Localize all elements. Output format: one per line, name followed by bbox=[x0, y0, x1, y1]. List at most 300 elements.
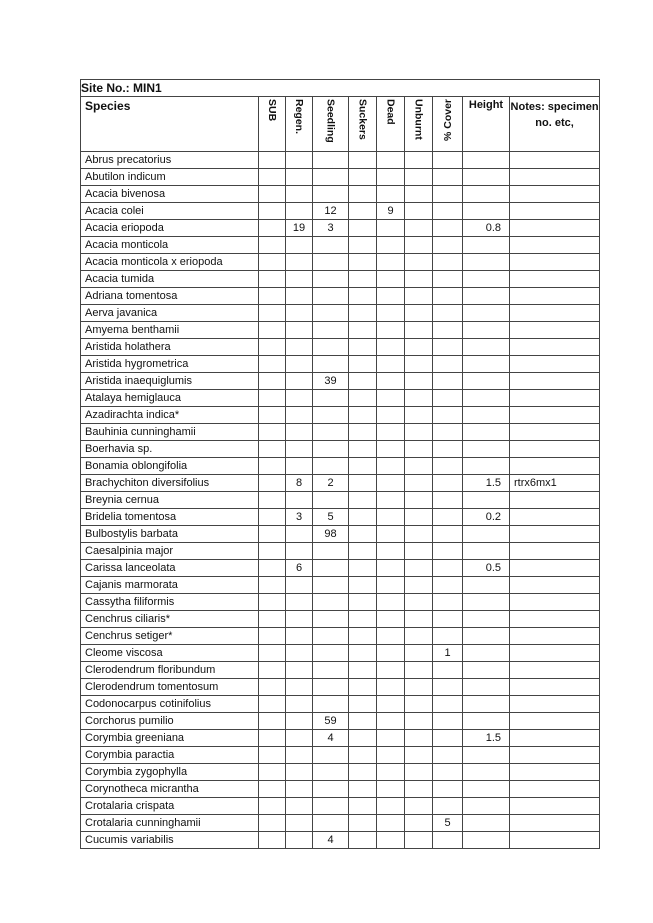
suckers-cell bbox=[349, 560, 377, 577]
height-cell bbox=[463, 237, 510, 254]
notes-cell bbox=[510, 305, 600, 322]
table-row bbox=[81, 611, 600, 628]
unburnt-cell bbox=[405, 254, 433, 271]
notes-cell bbox=[510, 288, 600, 305]
header-suckers-label: Suckers bbox=[356, 99, 369, 140]
sub-cell bbox=[259, 594, 286, 611]
dead-cell bbox=[377, 645, 405, 662]
regen-cell bbox=[286, 764, 313, 781]
dead-cell bbox=[377, 798, 405, 815]
notes-cell bbox=[510, 186, 600, 203]
species-name-cell: Bulbostylis barbata bbox=[81, 526, 259, 543]
cover-cell bbox=[433, 560, 463, 577]
header-cover-label: % Cover bbox=[441, 99, 454, 142]
height-cell bbox=[463, 526, 510, 543]
height-cell bbox=[463, 322, 510, 339]
height-cell: 0.8 bbox=[463, 220, 510, 237]
seedling-cell bbox=[313, 645, 349, 662]
regen-cell bbox=[286, 305, 313, 322]
seedling-cell bbox=[313, 390, 349, 407]
seedling-cell bbox=[313, 577, 349, 594]
dead-cell bbox=[377, 713, 405, 730]
regen-cell bbox=[286, 458, 313, 475]
height-cell bbox=[463, 356, 510, 373]
height-cell bbox=[463, 696, 510, 713]
table-row bbox=[81, 560, 600, 577]
unburnt-cell bbox=[405, 781, 433, 798]
dead-cell bbox=[377, 679, 405, 696]
cover-cell bbox=[433, 543, 463, 560]
cover-cell bbox=[433, 254, 463, 271]
suckers-cell bbox=[349, 237, 377, 254]
suckers-cell bbox=[349, 747, 377, 764]
cover-cell bbox=[433, 747, 463, 764]
regen-cell bbox=[286, 254, 313, 271]
suckers-cell bbox=[349, 458, 377, 475]
regen-cell bbox=[286, 407, 313, 424]
sub-cell bbox=[259, 356, 286, 373]
header-regen-label: Regen. bbox=[293, 99, 305, 135]
suckers-cell bbox=[349, 594, 377, 611]
height-cell: 0.2 bbox=[463, 509, 510, 526]
table-row bbox=[81, 254, 600, 271]
cover-cell bbox=[433, 594, 463, 611]
unburnt-cell bbox=[405, 526, 433, 543]
unburnt-cell bbox=[405, 611, 433, 628]
notes-cell bbox=[510, 543, 600, 560]
sub-cell bbox=[259, 764, 286, 781]
regen-cell bbox=[286, 594, 313, 611]
regen-cell bbox=[286, 645, 313, 662]
suckers-cell bbox=[349, 441, 377, 458]
seedling-cell bbox=[313, 679, 349, 696]
seedling-cell bbox=[313, 747, 349, 764]
unburnt-cell bbox=[405, 730, 433, 747]
notes-cell bbox=[510, 322, 600, 339]
notes-cell bbox=[510, 441, 600, 458]
cover-cell bbox=[433, 169, 463, 186]
suckers-cell bbox=[349, 186, 377, 203]
regen-cell: 3 bbox=[286, 509, 313, 526]
regen-cell bbox=[286, 679, 313, 696]
unburnt-cell bbox=[405, 390, 433, 407]
unburnt-cell bbox=[405, 645, 433, 662]
notes-cell bbox=[510, 407, 600, 424]
table-row bbox=[81, 475, 600, 492]
header-seedling-label: Seedling bbox=[324, 99, 337, 143]
species-name-cell: Cucumis variabilis bbox=[81, 832, 259, 849]
regen-cell bbox=[286, 203, 313, 220]
cover-cell bbox=[433, 781, 463, 798]
seedling-cell bbox=[313, 305, 349, 322]
species-name-cell: Carissa lanceolata bbox=[81, 560, 259, 577]
table-row bbox=[81, 356, 600, 373]
dead-cell bbox=[377, 730, 405, 747]
header-regen bbox=[286, 97, 313, 152]
regen-cell bbox=[286, 832, 313, 849]
height-cell bbox=[463, 152, 510, 169]
regen-cell bbox=[286, 798, 313, 815]
dead-cell bbox=[377, 186, 405, 203]
notes-cell bbox=[510, 424, 600, 441]
table-row bbox=[81, 186, 600, 203]
suckers-cell bbox=[349, 628, 377, 645]
suckers-cell bbox=[349, 407, 377, 424]
species-name-cell: Cenchrus setiger* bbox=[81, 628, 259, 645]
sub-cell bbox=[259, 373, 286, 390]
height-cell bbox=[463, 339, 510, 356]
suckers-cell bbox=[349, 713, 377, 730]
species-name-cell: Abrus precatorius bbox=[81, 152, 259, 169]
species-name-cell: Crotalaria cunninghamii bbox=[81, 815, 259, 832]
table-row bbox=[81, 815, 600, 832]
unburnt-cell bbox=[405, 492, 433, 509]
species-name-cell: Acacia monticola x eriopoda bbox=[81, 254, 259, 271]
suckers-cell bbox=[349, 356, 377, 373]
table-row bbox=[81, 458, 600, 475]
dead-cell bbox=[377, 424, 405, 441]
species-name-cell: Amyema benthamii bbox=[81, 322, 259, 339]
suckers-cell bbox=[349, 696, 377, 713]
height-cell bbox=[463, 679, 510, 696]
cover-cell: 1 bbox=[433, 645, 463, 662]
cover-cell bbox=[433, 798, 463, 815]
suckers-cell bbox=[349, 662, 377, 679]
cover-cell bbox=[433, 322, 463, 339]
species-name-cell: Cassytha filiformis bbox=[81, 594, 259, 611]
dead-cell bbox=[377, 475, 405, 492]
unburnt-cell bbox=[405, 288, 433, 305]
height-cell: 1.5 bbox=[463, 730, 510, 747]
height-cell bbox=[463, 713, 510, 730]
seedling-cell bbox=[313, 458, 349, 475]
table-row bbox=[81, 220, 600, 237]
notes-cell bbox=[510, 509, 600, 526]
seedling-cell bbox=[313, 186, 349, 203]
header-unburnt-label: Unburnt bbox=[412, 99, 425, 140]
seedling-cell bbox=[313, 798, 349, 815]
dead-cell bbox=[377, 509, 405, 526]
height-cell bbox=[463, 815, 510, 832]
unburnt-cell bbox=[405, 679, 433, 696]
dead-cell bbox=[377, 169, 405, 186]
dead-cell bbox=[377, 152, 405, 169]
notes-cell bbox=[510, 356, 600, 373]
species-name-cell: Cleome viscosa bbox=[81, 645, 259, 662]
seedling-cell bbox=[313, 254, 349, 271]
seedling-cell bbox=[313, 322, 349, 339]
dead-cell bbox=[377, 662, 405, 679]
species-name-cell: Corymbia greeniana bbox=[81, 730, 259, 747]
cover-cell bbox=[433, 237, 463, 254]
cover-cell bbox=[433, 356, 463, 373]
sub-cell bbox=[259, 424, 286, 441]
height-cell bbox=[463, 271, 510, 288]
regen-cell bbox=[286, 339, 313, 356]
height-cell bbox=[463, 798, 510, 815]
regen-cell bbox=[286, 271, 313, 288]
species-name-cell: Clerodendrum tomentosum bbox=[81, 679, 259, 696]
sub-cell bbox=[259, 390, 286, 407]
notes-cell bbox=[510, 492, 600, 509]
sub-cell bbox=[259, 271, 286, 288]
seedling-cell bbox=[313, 543, 349, 560]
species-name-cell: Acacia bivenosa bbox=[81, 186, 259, 203]
regen-cell: 8 bbox=[286, 475, 313, 492]
species-name-cell: Cajanis marmorata bbox=[81, 577, 259, 594]
species-name-cell: Breynia cernua bbox=[81, 492, 259, 509]
sub-cell bbox=[259, 645, 286, 662]
unburnt-cell bbox=[405, 509, 433, 526]
regen-cell bbox=[286, 322, 313, 339]
cover-cell bbox=[433, 713, 463, 730]
regen-cell bbox=[286, 390, 313, 407]
suckers-cell bbox=[349, 611, 377, 628]
height-cell bbox=[463, 288, 510, 305]
header-sub-label: SUB bbox=[266, 99, 278, 122]
notes-cell bbox=[510, 662, 600, 679]
notes-cell bbox=[510, 220, 600, 237]
regen-cell: 6 bbox=[286, 560, 313, 577]
species-name-cell: Corymbia paractia bbox=[81, 747, 259, 764]
unburnt-cell bbox=[405, 373, 433, 390]
height-cell bbox=[463, 424, 510, 441]
suckers-cell bbox=[349, 203, 377, 220]
notes-cell bbox=[510, 781, 600, 798]
height-cell bbox=[463, 169, 510, 186]
table-row bbox=[81, 747, 600, 764]
sub-cell bbox=[259, 509, 286, 526]
seedling-cell bbox=[313, 628, 349, 645]
dead-cell bbox=[377, 305, 405, 322]
suckers-cell bbox=[349, 832, 377, 849]
cover-cell bbox=[433, 441, 463, 458]
sub-cell bbox=[259, 322, 286, 339]
table-row bbox=[81, 509, 600, 526]
unburnt-cell bbox=[405, 696, 433, 713]
sub-cell bbox=[259, 475, 286, 492]
unburnt-cell bbox=[405, 237, 433, 254]
regen-cell bbox=[286, 747, 313, 764]
dead-cell bbox=[377, 594, 405, 611]
notes-cell bbox=[510, 152, 600, 169]
suckers-cell bbox=[349, 220, 377, 237]
height-cell bbox=[463, 577, 510, 594]
dead-cell bbox=[377, 543, 405, 560]
regen-cell bbox=[286, 288, 313, 305]
suckers-cell bbox=[349, 577, 377, 594]
sub-cell bbox=[259, 152, 286, 169]
sub-cell bbox=[259, 611, 286, 628]
table-row bbox=[81, 492, 600, 509]
suckers-cell bbox=[349, 390, 377, 407]
dead-cell bbox=[377, 237, 405, 254]
sub-cell bbox=[259, 662, 286, 679]
seedling-cell bbox=[313, 339, 349, 356]
notes-cell bbox=[510, 611, 600, 628]
header-unburnt bbox=[405, 97, 433, 152]
suckers-cell bbox=[349, 288, 377, 305]
seedling-cell: 4 bbox=[313, 730, 349, 747]
sub-cell bbox=[259, 169, 286, 186]
height-cell bbox=[463, 254, 510, 271]
sub-cell bbox=[259, 339, 286, 356]
dead-cell bbox=[377, 339, 405, 356]
suckers-cell bbox=[349, 645, 377, 662]
height-cell: 1.5 bbox=[463, 475, 510, 492]
dead-cell bbox=[377, 288, 405, 305]
table-row bbox=[81, 288, 600, 305]
sub-cell bbox=[259, 543, 286, 560]
table-row bbox=[81, 305, 600, 322]
species-name-cell: Acacia monticola bbox=[81, 237, 259, 254]
height-cell bbox=[463, 645, 510, 662]
sub-cell bbox=[259, 798, 286, 815]
regen-cell bbox=[286, 169, 313, 186]
seedling-cell bbox=[313, 560, 349, 577]
suckers-cell bbox=[349, 781, 377, 798]
seedling-cell bbox=[313, 169, 349, 186]
table-row bbox=[81, 237, 600, 254]
header-species: Species bbox=[81, 97, 259, 152]
dead-cell bbox=[377, 220, 405, 237]
suckers-cell bbox=[349, 424, 377, 441]
species-name-cell: Bridelia tomentosa bbox=[81, 509, 259, 526]
notes-cell bbox=[510, 679, 600, 696]
notes-cell bbox=[510, 747, 600, 764]
species-name-cell: Corchorus pumilio bbox=[81, 713, 259, 730]
table-row bbox=[81, 696, 600, 713]
sub-cell bbox=[259, 441, 286, 458]
table-row bbox=[81, 271, 600, 288]
regen-cell bbox=[286, 577, 313, 594]
unburnt-cell bbox=[405, 271, 433, 288]
regen-cell bbox=[286, 628, 313, 645]
unburnt-cell bbox=[405, 407, 433, 424]
sub-cell bbox=[259, 492, 286, 509]
cover-cell bbox=[433, 407, 463, 424]
cover-cell bbox=[433, 832, 463, 849]
suckers-cell bbox=[349, 543, 377, 560]
seedling-cell bbox=[313, 492, 349, 509]
regen-cell: 19 bbox=[286, 220, 313, 237]
seedling-cell bbox=[313, 696, 349, 713]
suckers-cell bbox=[349, 679, 377, 696]
unburnt-cell bbox=[405, 798, 433, 815]
header-suckers bbox=[349, 97, 377, 152]
seedling-cell bbox=[313, 152, 349, 169]
table-row bbox=[81, 526, 600, 543]
sub-cell bbox=[259, 730, 286, 747]
table-row bbox=[81, 662, 600, 679]
suckers-cell bbox=[349, 322, 377, 339]
table-row bbox=[81, 577, 600, 594]
dead-cell bbox=[377, 815, 405, 832]
suckers-cell bbox=[349, 339, 377, 356]
survey-table bbox=[80, 79, 600, 849]
regen-cell bbox=[286, 424, 313, 441]
cover-cell bbox=[433, 373, 463, 390]
regen-cell bbox=[286, 696, 313, 713]
regen-cell bbox=[286, 492, 313, 509]
regen-cell bbox=[286, 526, 313, 543]
table-row bbox=[81, 832, 600, 849]
dead-cell bbox=[377, 628, 405, 645]
suckers-cell bbox=[349, 169, 377, 186]
sub-cell bbox=[259, 747, 286, 764]
unburnt-cell bbox=[405, 424, 433, 441]
species-name-cell: Acacia tumida bbox=[81, 271, 259, 288]
height-cell bbox=[463, 781, 510, 798]
height-cell bbox=[463, 543, 510, 560]
notes-cell bbox=[510, 169, 600, 186]
cover-cell bbox=[433, 730, 463, 747]
seedling-cell bbox=[313, 764, 349, 781]
regen-cell bbox=[286, 815, 313, 832]
notes-cell bbox=[510, 203, 600, 220]
cover-cell bbox=[433, 764, 463, 781]
sub-cell bbox=[259, 407, 286, 424]
regen-cell bbox=[286, 356, 313, 373]
species-name-cell: Corymbia zygophylla bbox=[81, 764, 259, 781]
height-cell bbox=[463, 203, 510, 220]
unburnt-cell bbox=[405, 441, 433, 458]
unburnt-cell bbox=[405, 543, 433, 560]
suckers-cell bbox=[349, 730, 377, 747]
notes-cell bbox=[510, 373, 600, 390]
height-cell bbox=[463, 458, 510, 475]
dead-cell bbox=[377, 560, 405, 577]
sub-cell bbox=[259, 781, 286, 798]
dead-cell bbox=[377, 458, 405, 475]
table-row bbox=[81, 322, 600, 339]
seedling-cell bbox=[313, 662, 349, 679]
unburnt-cell bbox=[405, 475, 433, 492]
notes-cell bbox=[510, 254, 600, 271]
cover-cell bbox=[433, 662, 463, 679]
unburnt-cell bbox=[405, 594, 433, 611]
notes-cell bbox=[510, 526, 600, 543]
species-name-cell: Caesalpinia major bbox=[81, 543, 259, 560]
dead-cell bbox=[377, 390, 405, 407]
sub-cell bbox=[259, 526, 286, 543]
suckers-cell bbox=[349, 815, 377, 832]
suckers-cell bbox=[349, 475, 377, 492]
height-cell bbox=[463, 407, 510, 424]
table-row bbox=[81, 424, 600, 441]
regen-cell bbox=[286, 730, 313, 747]
height-cell: 0.5 bbox=[463, 560, 510, 577]
seedling-cell: 39 bbox=[313, 373, 349, 390]
sub-cell bbox=[259, 628, 286, 645]
species-name-cell: Abutilon indicum bbox=[81, 169, 259, 186]
species-name-cell: Atalaya hemiglauca bbox=[81, 390, 259, 407]
cover-cell bbox=[433, 679, 463, 696]
species-name-cell: Aerva javanica bbox=[81, 305, 259, 322]
header-dead bbox=[377, 97, 405, 152]
seedling-cell bbox=[313, 815, 349, 832]
notes-cell bbox=[510, 832, 600, 849]
height-cell bbox=[463, 611, 510, 628]
dead-cell bbox=[377, 322, 405, 339]
dead-cell bbox=[377, 747, 405, 764]
cover-cell bbox=[433, 220, 463, 237]
seedling-cell bbox=[313, 237, 349, 254]
unburnt-cell bbox=[405, 322, 433, 339]
height-cell bbox=[463, 441, 510, 458]
cover-cell bbox=[433, 492, 463, 509]
table-row bbox=[81, 390, 600, 407]
